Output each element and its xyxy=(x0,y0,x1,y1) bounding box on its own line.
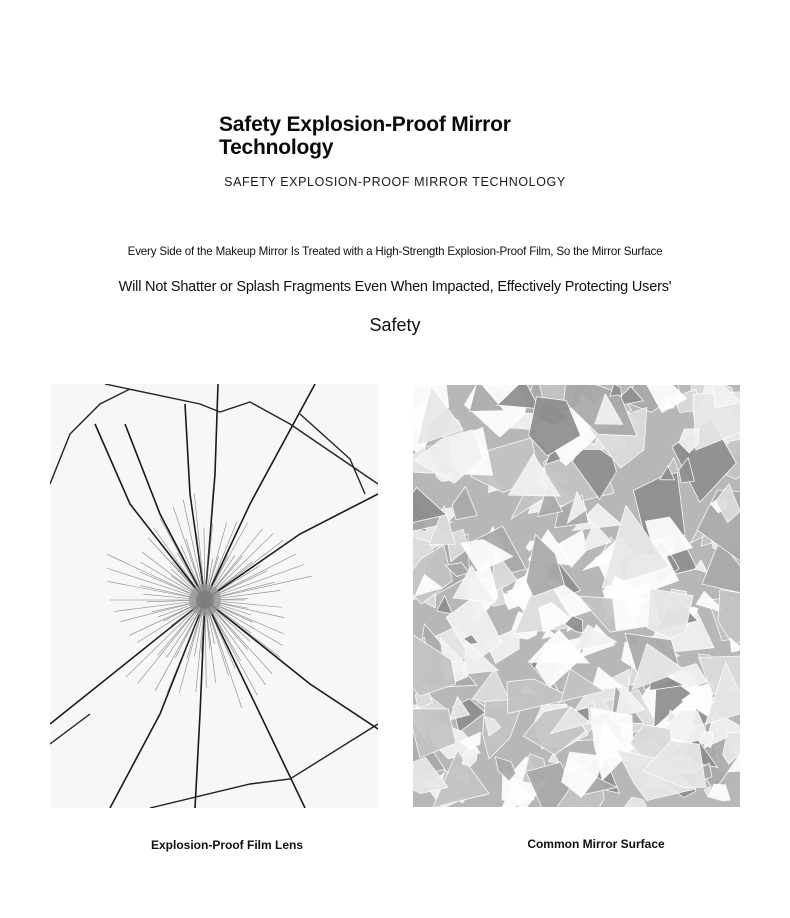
crack-lines-graphic xyxy=(50,384,378,808)
glass-shard xyxy=(695,560,708,573)
page-title: Safety Explosion-Proof Mirror Technology xyxy=(219,113,511,159)
impact-core xyxy=(196,591,214,609)
glass-shard xyxy=(623,797,647,807)
description-line-2: Will Not Shatter or Splash Fragments Even When Impacted, Effectively Protecting Users' xyxy=(118,279,672,295)
cracked-glass-radial-image xyxy=(50,384,378,808)
crack-spike xyxy=(107,554,205,600)
crack-line xyxy=(105,384,378,484)
glass-shard xyxy=(452,487,477,520)
description-line-1: Every Side of the Makeup Mirror Is Treated with a High-Strength Explosion-Proof Film, So the Mirror Surface xyxy=(127,245,663,258)
shattered-glass-fragments-image xyxy=(413,385,740,807)
crack-line xyxy=(110,600,205,808)
crack-spike xyxy=(205,600,242,708)
page-subtitle: SAFETY EXPLOSION-PROOF MIRROR TECHNOLOGY xyxy=(224,175,566,189)
caption-explosion-proof-lens: Explosion-Proof Film Lens xyxy=(150,838,303,852)
description-line-3: Safety xyxy=(369,315,421,335)
glass-shard xyxy=(495,757,516,781)
crack-line xyxy=(150,724,378,808)
glass-shard xyxy=(504,593,518,609)
crack-line xyxy=(205,600,305,808)
crack-line xyxy=(95,424,205,600)
crack-line xyxy=(205,600,378,729)
crack-line xyxy=(205,384,218,600)
glass-shard xyxy=(437,596,453,614)
crack-spike xyxy=(138,600,205,683)
glass-shard xyxy=(610,385,622,396)
crack-line xyxy=(300,414,365,494)
caption-common-mirror: Common Mirror Surface xyxy=(527,837,665,851)
crack-line xyxy=(205,494,378,600)
glass-shards-graphic xyxy=(413,385,740,807)
crack-line xyxy=(50,389,130,484)
